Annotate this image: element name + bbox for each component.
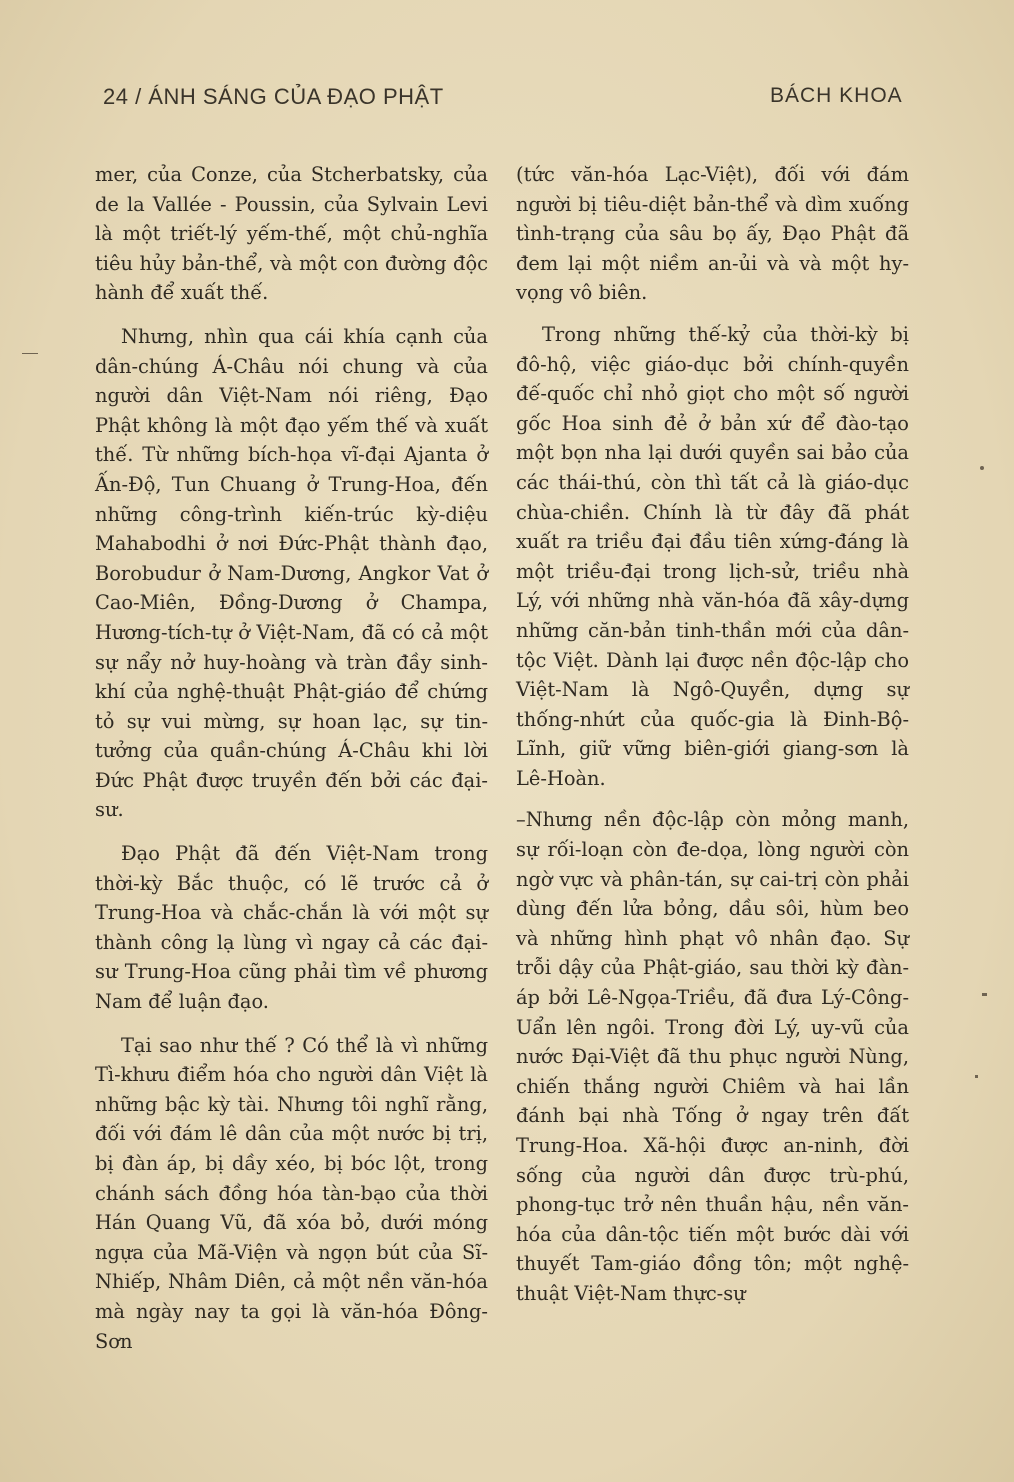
paragraph: Nhưng, nhìn qua cái khía cạnh của dân-chúng Á-Châu nói chung và của người dân Việt-Nam nói riêng, Đạo Phật không là một đạo yếm thế và xuất thế. Từ những bích-họa vĩ-đại Ajanta ở Ấn-Độ, Tun Chuang ở Trung-Hoa, đến những công-trình kiến-trúc kỳ-diệu Mahabodhi ở nơi Đức-Phật thành đạo, Borobudur ở Nam-Dương, Angkor Vat ở Cao-Miên, Đồng-Dương ở Champa, Hương-tích-tự ở Việt-Nam, đã có cả một sự nẩy nở huy-hoàng và tràn đầy sinh-khí của nghệ-thuật Phật-giáo để chứng tỏ sự vui mừng, sự hoan lạc, sự tin-tưởng của quần-chúng Á-Châu khi lời Đức Phật được truyền đến bởi các đại-sư.	[95, 324, 488, 822]
margin-mark	[982, 993, 987, 996]
left-column	[95, 160, 488, 1356]
margin-mark	[22, 353, 38, 354]
paragraph: Trong những thế-kỷ của thời-kỳ bị đô-hộ, việc giáo-dục bởi chính-quyền đế-quốc chỉ nhỏ giọt cho một số người gốc Hoa sinh đẻ ở bản xứ để đào-tạo một bọn nha lại dưới quyền sai bảo của các thái-thú, còn thì tất cả là giáo-dục chùa-chiền. Chính là từ đây đã phát xuất ra triều đại đầu tiên xứng-đáng là một triều-đại trong lịch-sử, triều nhà Lý, với những nhà văn-hóa đã xây-dựng những căn-bản tinh-thần mới của dân-tộc Việt. Dành lại được nền độc-lập cho Việt-Nam là Ngô-Quyền, dựng sự thống-nhứt của quốc-gia là Đinh-Bộ-Lĩnh, giữ vững biên-giới giang-sơn là Lê-Hoàn.	[516, 322, 909, 790]
margin-mark	[975, 1075, 978, 1078]
paragraph: Đạo Phật đã đến Việt-Nam trong thời-kỳ Bắc thuộc, có lẽ trước cả ở Trung-Hoa và chắc-chắn là với một sự thành công lạ lùng vì ngay cả các đại-sư Trung-Hoa cũng phải tìm về phương Nam để luận đạo.	[95, 842, 488, 1014]
paragraph: –Nhưng nền độc-lập còn mỏng manh, sự rối-loạn còn đe-dọa, lòng người còn ngờ vực và phân-tán, sự cai-trị còn phải dùng đến lửa bỏng, dầu sôi, hùm beo và những hình phạt vô nhân đạo. Sự trỗi dậy của Phật-giáo, sau thời kỳ đàn-áp bởi Lê-Ngọa-Triều, đã đưa Lý-Công-Uẩn lên ngôi. Trong đời Lý, uy-vũ của nước Đại-Việt đã thu phục người Nùng, chiến thắng người Chiêm và hai lần đánh bại nhà Tống ở ngay trên đất Trung-Hoa. Xã-hội được an-ninh, đời sống của người dân được trù-phú, phong-tục trở nên thuần hậu, nền văn-hóa của dân-tộc tiến một bước dài với thuyết Tam-giáo đồng tôn; một nghệ-thuật Việt-Nam thực-sự	[516, 808, 909, 1305]
margin-mark	[980, 466, 984, 470]
magazine-name: BÁCH KHOA	[770, 84, 903, 107]
paragraph: (tức văn-hóa Lạc-Việt), đối với đám người bị tiêu-diệt bản-thể và dìm xuống tình-trạng của sâu bọ ấy, Đạo Phật đã đem lại một niềm an-ủi và và một hy-vọng vô biên.	[516, 163, 909, 305]
right-column	[516, 160, 909, 1309]
paragraph: Tại sao như thế ? Có thể là vì những Tì-khưu điểm hóa cho người dân Việt là những bậc kỳ tài. Nhưng tôi nghĩ rằng, đối với đám lê dân của một nước bị trị, bị đàn áp, bị dầy xéo, bị bóc lột, trong chánh sách đồng hóa tàn-bạo của thời Hán Quang Vũ, đã xóa bỏ, dưới móng ngựa của Mã-Viện và ngọn bút của Sĩ-Nhiếp, Nhâm Diên, cả một nền văn-hóa mà ngày nay ta gọi là văn-hóa Đông-Sơn	[95, 1033, 488, 1353]
paragraph: mer, của Conze, của Stcherbatsky, của de la Vallée - Poussin, của Sylvain Levi là một triết-lý yếm-thế, một chủ-nghĩa tiêu hủy bản-thể, và một con đường độc hành để xuất thế.	[95, 163, 488, 305]
page-header-title: 24 / ÁNH SÁNG CỦA ĐẠO PHẬT	[103, 84, 444, 109]
